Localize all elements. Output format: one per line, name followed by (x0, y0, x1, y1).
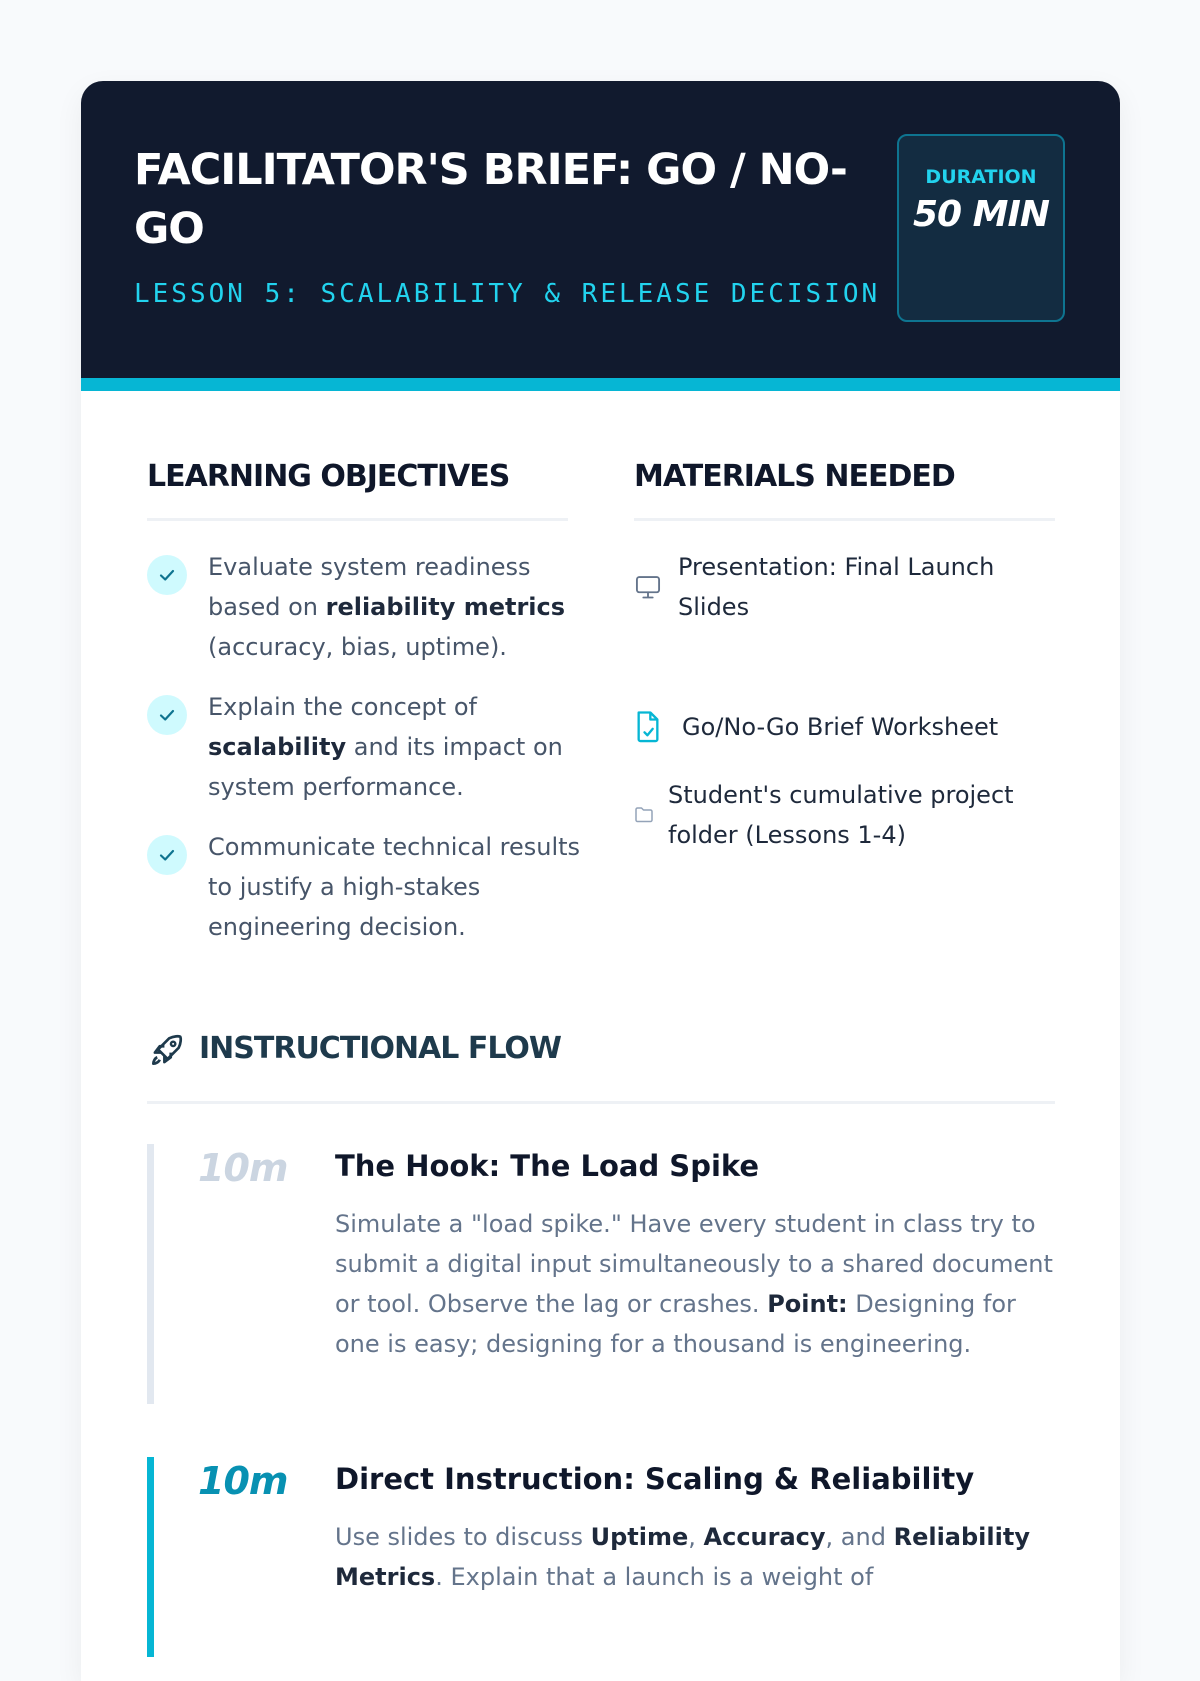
objectives-title: LEARNING OBJECTIVES (147, 459, 510, 494)
flow-step-desc: Use slides to discuss Uptime, Accuracy, and Reliability Metrics. Explain that a launch is a weight of (335, 1523, 1030, 1591)
flow-step-time: 10m (198, 1146, 288, 1190)
flow-step-desc: Simulate a "load spike." Have every student in class try to submit a digital input simultaneously to a shared document or tool. Observe the lag or crashes. Point: Designing for one is easy; designing for a thousand is engineering. (335, 1210, 1053, 1358)
page-subtitle: LESSON 5: SCALABILITY & RELEASE DECISION (134, 279, 881, 309)
folder-icon (634, 806, 654, 824)
flow-step-time: 10m (198, 1459, 288, 1503)
flow-step (147, 1144, 1057, 1404)
objectives-divider (147, 518, 568, 521)
rocket-icon (147, 1032, 185, 1070)
flow-title: INSTRUCTIONAL FLOW (199, 1031, 561, 1066)
flow-step-border (147, 1144, 154, 1404)
flow-step-border (147, 1457, 154, 1657)
flow-step-title: The Hook: The Load Spike (335, 1149, 760, 1183)
flow-step-title: Direct Instruction: Scaling & Reliability (335, 1462, 975, 1496)
header (81, 81, 1120, 378)
header-accent-bar (81, 378, 1120, 391)
check-icon (147, 835, 187, 875)
brief-card (81, 81, 1120, 1681)
check-icon (147, 555, 187, 595)
flow-divider (147, 1101, 1055, 1104)
duration-value: 50 MIN (913, 194, 1049, 235)
page-title: FACILITATOR'S BRIEF: GO / NO-GO (134, 145, 847, 254)
flow-step (147, 1457, 1057, 1657)
objective-text: Explain the concept of scalability and its impact on system performance. (208, 693, 563, 801)
material-label: Student's cumulative project folder (Lessons 1-4) (668, 781, 1014, 849)
objective-text: Communicate technical results to justify a high-stakes engineering decision. (208, 833, 581, 941)
material-label: Presentation: Final Launch Slides (678, 553, 995, 621)
monitor-icon (634, 573, 662, 601)
objective-text: Evaluate system readiness based on reliability metrics (accuracy, bias, uptime). (208, 553, 566, 661)
materials-title: MATERIALS NEEDED (634, 459, 955, 494)
check-icon (147, 695, 187, 735)
materials-divider (634, 518, 1055, 521)
duration-label: DURATION (925, 166, 1037, 188)
material-label: Go/No-Go Brief Worksheet (682, 713, 999, 741)
file-check-icon (634, 710, 662, 743)
duration-badge (897, 134, 1065, 322)
